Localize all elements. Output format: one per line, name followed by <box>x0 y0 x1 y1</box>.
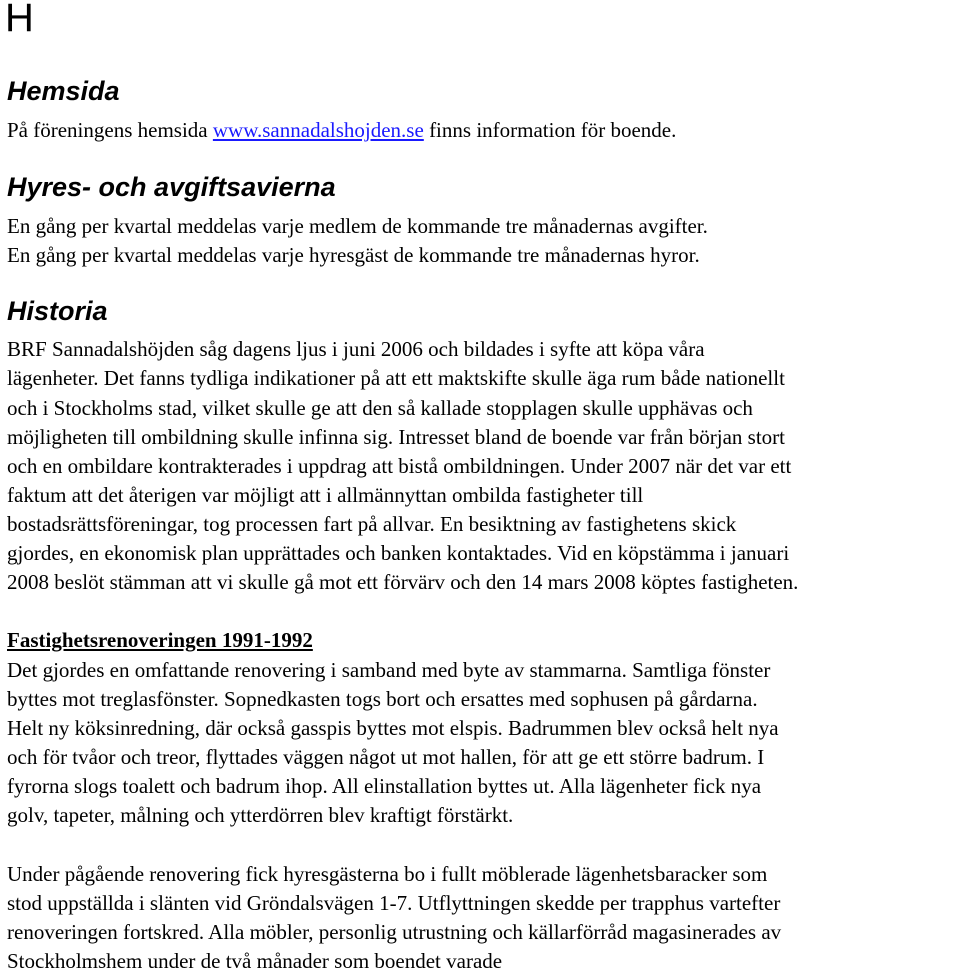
renovering-line: byttes mot treglasfönster. Sopnedkasten togs bort och ersattes med sophusen på gårdarna. <box>7 687 758 711</box>
historia-line: gjordes, en ekonomisk plan upprättades och banken kontaktades. Vid en köpstämma i januari <box>7 541 790 565</box>
heading-renovering: Fastighetsrenoveringen 1991-1992 <box>7 628 313 652</box>
hemsida-text-before: På föreningens hemsida <box>7 118 213 142</box>
hyres-line: En gång per kvartal meddelas varje medlem de kommande tre månadernas avgifter. <box>7 214 708 238</box>
historia-line: bostadsrättsföreningar, tog processen fart på allvar. En besiktning av fastighetens skick <box>7 512 737 536</box>
historia-line: och i Stockholms stad, vilket skulle ge att den så kallade stopplagen skulle upphävas och <box>7 396 753 420</box>
historia-line: och en ombildare kontrakterades i uppdrag att bistå ombildningen. Under 2007 när det var ett <box>7 454 792 478</box>
renovering-line: Under pågående renovering fick hyresgästerna bo i fullt möblerade lägenhetsbaracker som <box>7 862 768 886</box>
heading-hemsida: Hemsida <box>7 76 120 106</box>
historia-line: möjligheten till ombildning skulle infinna sig. Intresset bland de boende var från början stort <box>7 425 786 449</box>
renovering-line: och för tvåor och treor, flyttades väggen något ut mot hallen, för att ge ett större badrum. I <box>7 745 765 769</box>
website-link[interactable]: www.sannadalshojden.se <box>212 118 424 142</box>
renovering-line: fyrorna slogs toalett och badrum ihop. All elinstallation byttes ut. Alla lägenheter fick nya <box>7 774 762 798</box>
renovering-line: Stockholmshem under de två månader som boendet varade <box>7 949 503 973</box>
renovering-line: renoveringen fortskred. Alla möbler, personlig utrustning och källarförråd magasinerades av <box>7 920 782 944</box>
renovering-line: Helt ny köksinredning, där också gasspis byttes mot elspis. Badrummen blev också helt nya <box>7 716 779 740</box>
section-letter: H <box>5 0 34 40</box>
historia-line: faktum att det återigen var möjligt att i allmännyttan ombilda fastigheter till <box>7 483 644 507</box>
hyres-line: En gång per kvartal meddelas varje hyresgäst de kommande tre månadernas hyror. <box>7 243 700 267</box>
heading-historia: Historia <box>7 296 108 326</box>
heading-hyres: Hyres- och avgiftsavierna <box>7 172 336 202</box>
renovering-line: Det gjordes en omfattande renovering i samband med byte av stammarna. Samtliga fönster <box>7 658 771 682</box>
hemsida-text-after: finns information för boende. <box>423 118 677 142</box>
historia-line: lägenheter. Det fanns tydliga indikationer på att ett maktskifte skulle äga rum både nationellt <box>7 366 785 390</box>
historia-line: 2008 beslöt stämman att vi skulle gå mot ett förvärv och den 14 mars 2008 köptes fastigheten. <box>7 570 799 594</box>
renovering-line: stod uppställda i slänten vid Gröndalsvägen 1-7. Utflyttningen skedde per trapphus vartefter <box>7 891 781 915</box>
hemsida-paragraph <box>7 118 676 143</box>
renovering-line: golv, tapeter, målning och ytterdörren blev kraftigt förstärkt. <box>7 803 514 827</box>
historia-line: BRF Sannadalshöjden såg dagens ljus i juni 2006 och bildades i syfte att köpa våra <box>7 337 705 361</box>
